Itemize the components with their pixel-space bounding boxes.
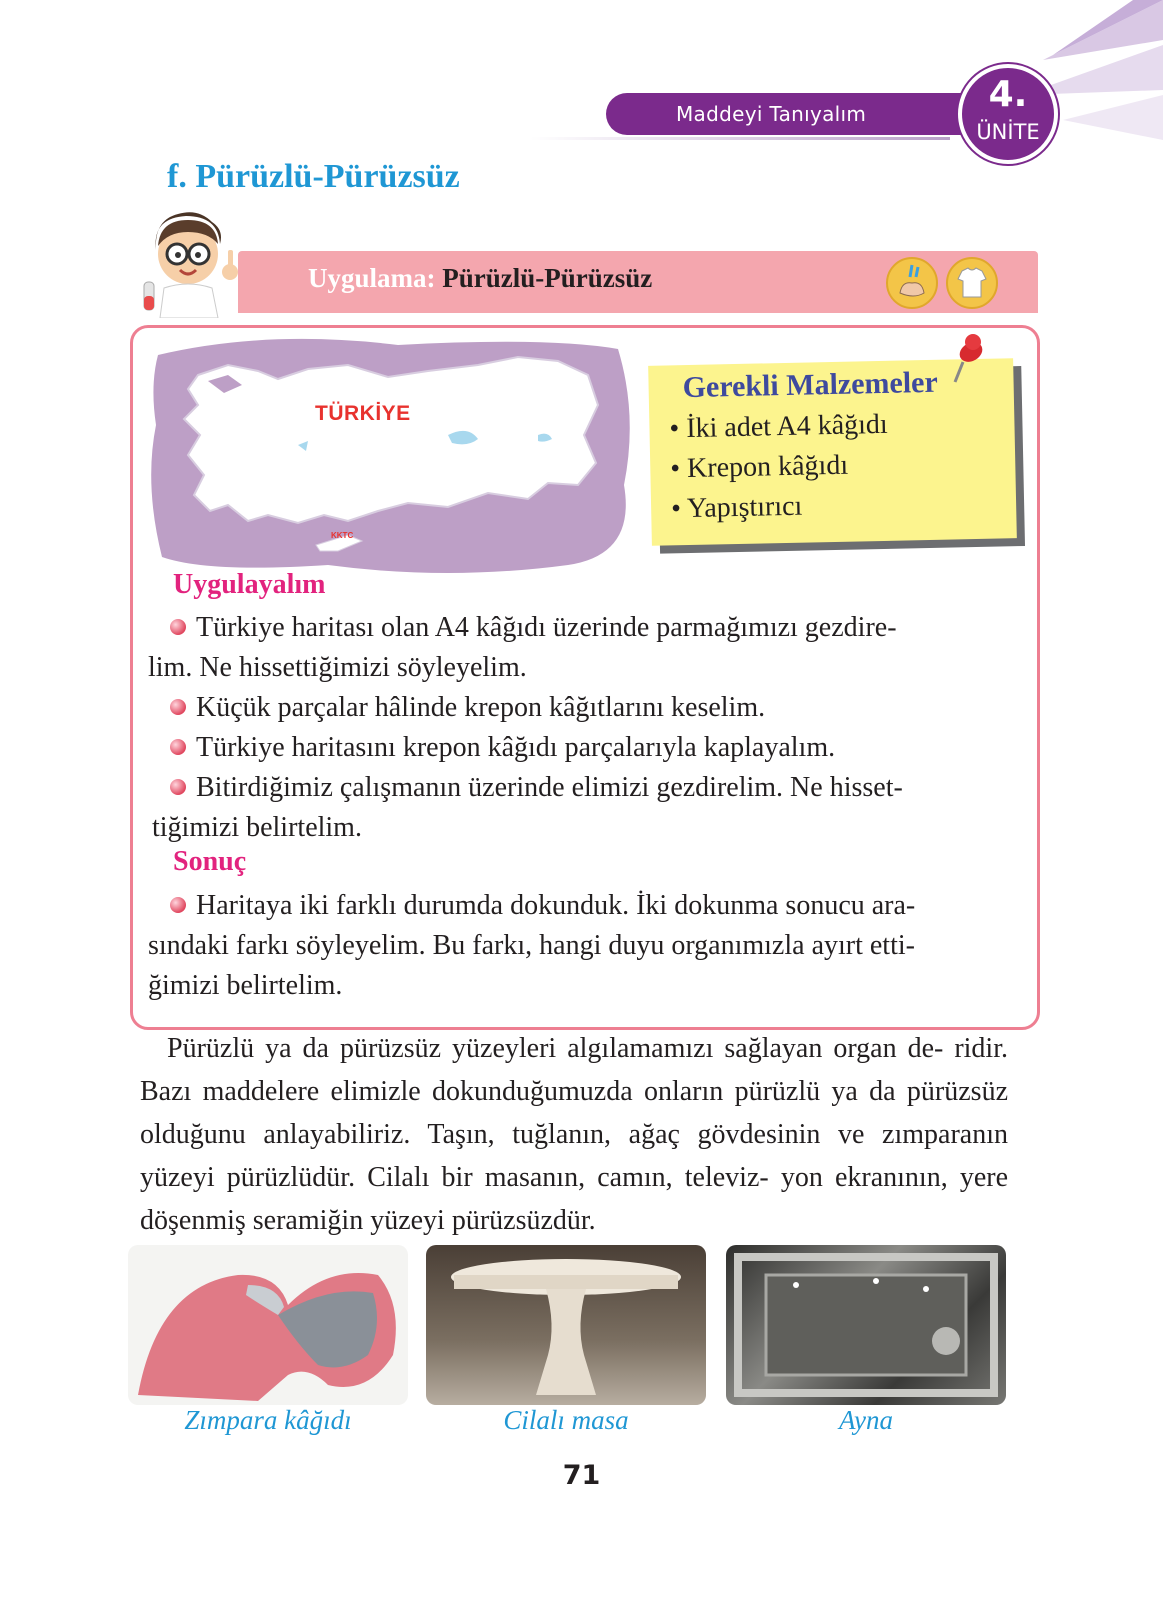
materials-list (669, 409, 890, 534)
bullet-icon (170, 739, 186, 755)
polished-table-photo (426, 1245, 706, 1405)
result-text-line: ğimizi belirtelim. (148, 970, 343, 1001)
step-text-line: Türkiye haritasını krepon kâğıdı parçalarıyla kaplayalım. (196, 732, 836, 763)
photo-caption: Ayna (839, 1405, 893, 1435)
result-heading: Sonuç (173, 846, 247, 877)
bullet-icon (170, 619, 186, 635)
material-item: • İki adet A4 kâğıdı (669, 408, 888, 445)
bullet-icon (170, 779, 186, 795)
photo-caption: Zımpara kâğıdı (184, 1405, 352, 1435)
turkey-map-graphic (148, 335, 638, 575)
material-item: • Krepon kâğıdı (669, 449, 849, 485)
materials-title: Gerekli Malzemeler (682, 365, 939, 405)
activity-title: Pürüzlü-Pürüzsüz (442, 263, 653, 293)
header-rule (530, 137, 950, 140)
shirt-icon (946, 257, 998, 309)
turkey-map (148, 335, 638, 575)
map-country-label: TÜRKİYE (315, 402, 411, 425)
chapter-title-pill (606, 93, 966, 135)
step-item (148, 608, 1010, 688)
hand-washing-icon (886, 257, 938, 309)
step-text-line: Küçük parçalar hâlinde krepon kâğıtlarını keselim. (196, 692, 766, 723)
section-title: f. Pürüzlü-Pürüzsüz (167, 158, 460, 195)
activity-banner (238, 251, 1038, 313)
result-text (148, 886, 1010, 1006)
bullet-icon (170, 897, 186, 913)
activity-label: Uygulama: (308, 263, 436, 293)
unit-badge (958, 64, 1058, 164)
bullet-icon (170, 699, 186, 715)
mirror-photo (726, 1245, 1006, 1405)
step-item (148, 688, 1010, 728)
step-text-line: lim. Ne hissettiğimizi söyleyelim. (148, 652, 527, 683)
activity-heading (308, 263, 652, 294)
material-item: • Yapıştırıcı (670, 490, 803, 525)
result-text-line: Haritaya iki farklı durumda dokunduk. İki dokunma sonucu ara- (196, 890, 916, 921)
step-item (148, 728, 1010, 768)
map-kktc-label: KKTC (331, 531, 354, 540)
step-text-line: Türkiye haritası olan A4 kâğıdı üzerinde parmağımızı gezdire- (196, 612, 897, 643)
unit-label: ÜNİTE (976, 120, 1040, 144)
step-text-line: Bitirdiğimiz çalışmanın üzerinde elimizi gezdirelim. Ne hisset- (196, 772, 903, 803)
step-text-line: tiğimizi belirtelim. (152, 812, 362, 843)
result-text-line: sındaki farkı söyleyelim. Bu farkı, hangi duyu organımızla ayırt etti- (148, 930, 915, 961)
step-item (148, 768, 1010, 848)
photo-caption: Cilalı masa (503, 1405, 629, 1435)
push-pin-icon (945, 330, 990, 390)
chapter-title: Maddeyi Tanıyalım (676, 102, 867, 126)
body-paragraph: Pürüzlü ya da pürüzsüz yüzeyleri algılamamızı sağlayan organ de- ridir. Bazı maddelere elimizle dokunduğumuzda onların pürüzlü ya da pürüzsüz olduğunu anlayabiliriz. Taşın, tuğlanın, ağaç gövdesinin ve zımparanın yüzeyi pürüzlüdür. Cilalı bir masanın, camın, televiz- yon ekranının, yere döşenmiş seramiğin yüzeyi pürüzsüzdür. (140, 1033, 1008, 1236)
sandpaper-photo (128, 1245, 408, 1405)
boy-scientist-illustration (138, 210, 248, 318)
steps-heading: Uygulayalım (173, 569, 326, 600)
page-number: 71 (562, 1460, 601, 1491)
unit-number: 4. (988, 74, 1028, 115)
